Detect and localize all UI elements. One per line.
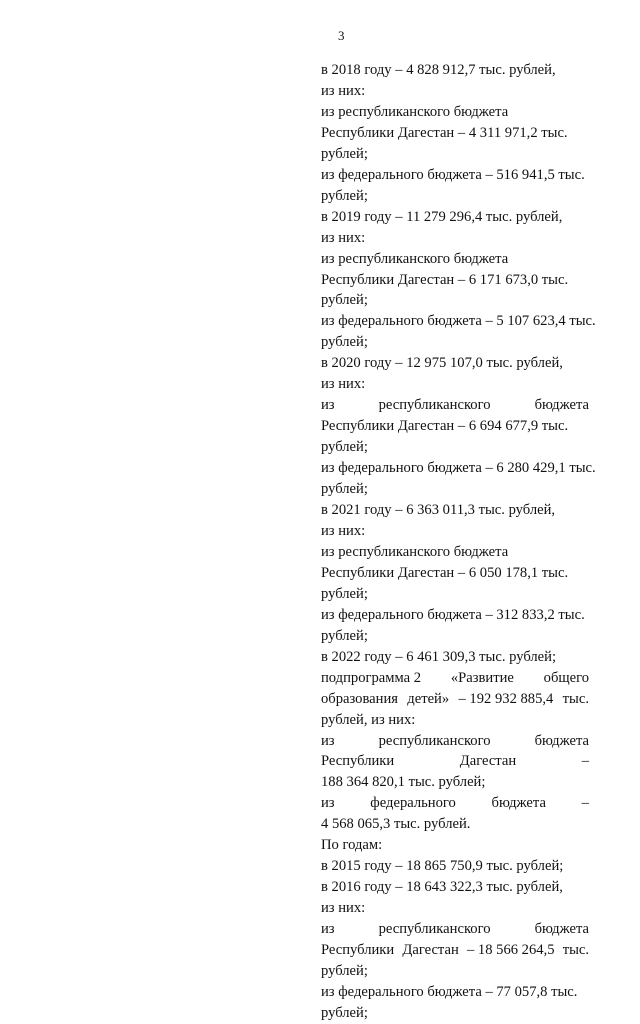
text-line: из республиканского бюджета [321, 250, 509, 267]
text-line: из них: [321, 229, 366, 246]
text-line: в 2015 году – 18 865 750,9 тыс. рублей; [321, 858, 564, 875]
text-line: рублей; [321, 145, 368, 162]
text-line: из федерального бюджета – 516 941,5 тыс. [321, 166, 585, 183]
text-line: рублей; [321, 334, 368, 351]
page-number: 3 [338, 28, 345, 43]
text-line-justified: из федерального бюджета – [321, 795, 589, 812]
document-body [321, 60, 596, 1024]
text-line-justified: подпрограмма 2 «Развитие общего [321, 669, 589, 686]
text-line: рублей; [321, 962, 368, 979]
text-line-justified: Республики Дагестан – 18 566 264,5 тыс. [321, 942, 589, 959]
text-line: рублей; [321, 292, 368, 309]
text-line: рублей; [321, 187, 368, 204]
text-line: Республики Дагестан – 6 171 673,0 тыс. [321, 271, 569, 288]
text-line: из них: [321, 900, 366, 917]
text-line: из федерального бюджета – 5 107 623,4 тыс. [321, 313, 596, 330]
text-line: в 2016 году – 18 643 322,3 тыс. рублей, [321, 879, 563, 896]
text-line: рублей, из них: [321, 711, 416, 728]
text-line: из них: [321, 376, 366, 393]
text-line: из республиканского бюджета [321, 543, 509, 560]
text-line: из республиканского бюджета [321, 103, 509, 120]
text-line: Республики Дагестан – 4 311 971,2 тыс. [321, 124, 568, 141]
text-line: в 2021 году – 6 363 011,3 тыс. рублей, [321, 502, 556, 519]
text-line: 188 364 820,1 тыс. рублей; [321, 774, 486, 791]
text-line: в 2022 году – 6 461 309,3 тыс. рублей; [321, 648, 557, 665]
text-line: По годам: [321, 837, 383, 854]
text-line: рублей; [321, 481, 368, 498]
text-line-justified: из республиканского бюджета [321, 397, 589, 414]
text-line: в 2018 году – 4 828 912,7 тыс. рублей, [321, 62, 556, 78]
text-line: из федерального бюджета – 6 280 429,1 тыс. [321, 460, 596, 477]
text-line: рублей; [321, 627, 368, 644]
text-line: рублей; [321, 585, 368, 602]
text-line: из них: [321, 82, 366, 99]
text-line: в 2020 году – 12 975 107,0 тыс. рублей, [321, 355, 563, 372]
text-line-justified: Республики Дагестан – [321, 753, 589, 770]
text-line: из федерального бюджета – 77 057,8 тыс. [321, 983, 578, 1000]
text-line-justified: из республиканского бюджета [321, 732, 589, 749]
text-line-justified: из республиканского бюджета [321, 921, 589, 938]
text-line: из федерального бюджета – 312 833,2 тыс. [321, 606, 585, 623]
text-line: 4 568 065,3 тыс. рублей. [321, 816, 471, 833]
text-line: Республики Дагестан – 6 050 178,1 тыс. [321, 564, 569, 581]
text-line: Республики Дагестан – 6 694 677,9 тыс. [321, 418, 569, 435]
text-line: в 2019 году – 11 279 296,4 тыс. рублей, [321, 208, 563, 225]
text-line: рублей; [321, 439, 368, 456]
text-line-justified: образования детей» – 192 932 885,4 тыс. [321, 690, 589, 707]
text-line: из них: [321, 522, 366, 539]
text-line: рублей; [321, 1004, 368, 1021]
